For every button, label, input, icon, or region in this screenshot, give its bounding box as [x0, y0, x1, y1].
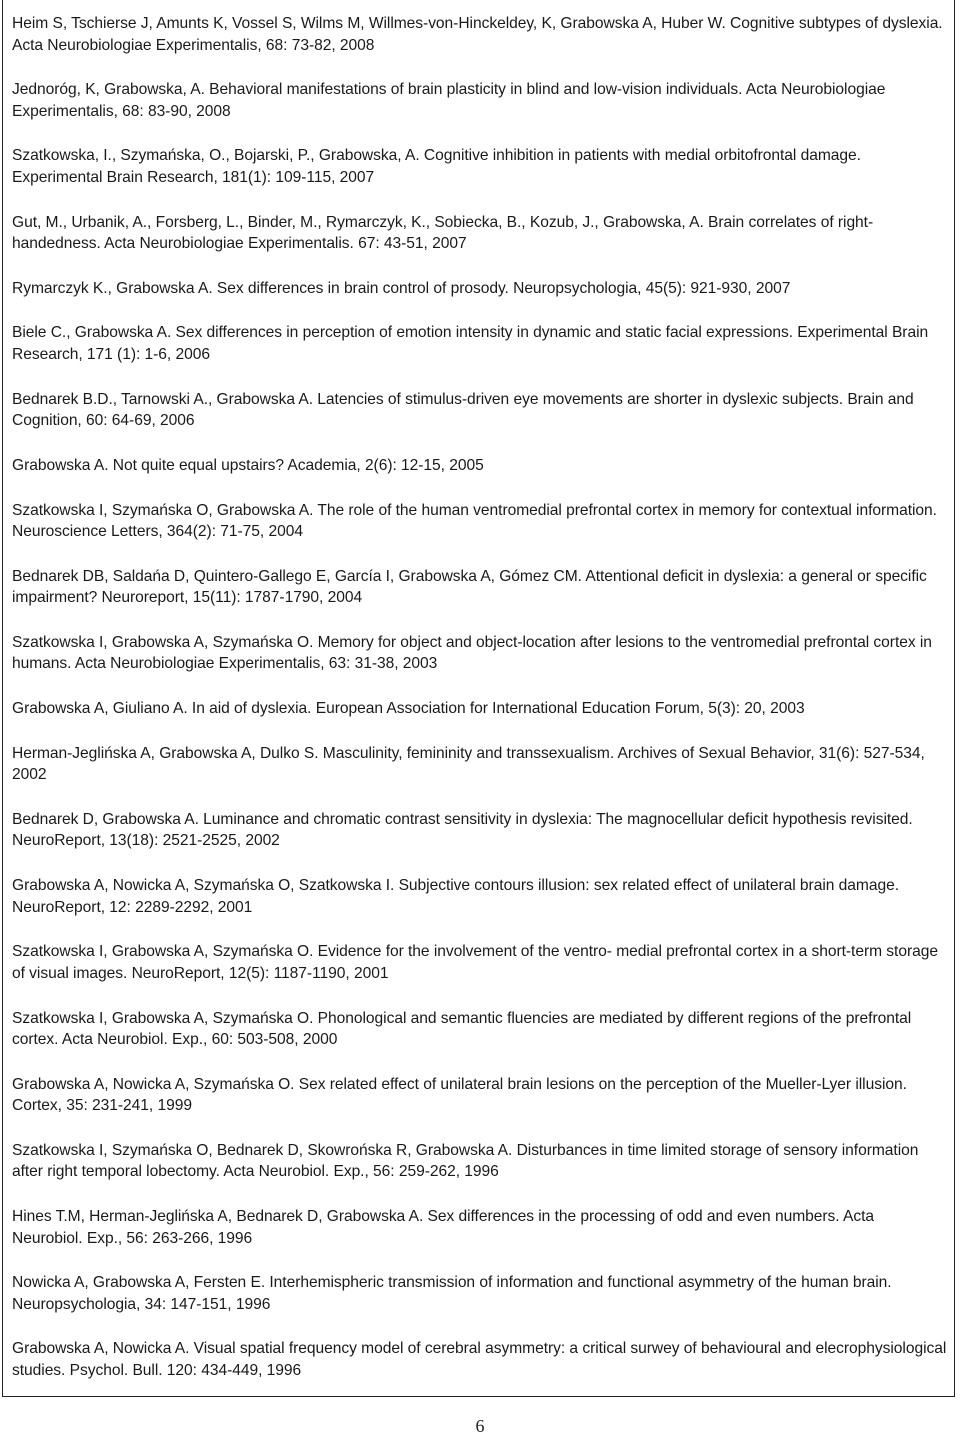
reference-item: Szatkowska I, Grabowska A, Szymańska O. Phonological and semantic fluencies are mediated by different regions of the prefrontal cortex. Acta Neurobiol. Exp., 60: 503-508, 2000	[12, 1009, 912, 1048]
reference-item: Heim S, Tschierse J, Amunts K, Vossel S, Wilms M, Willmes-von-Hinckeldey, K, Grabowska A, Huber W. Cognitive subtypes of dyslexia. Acta Neurobiologiae Experimentalis, 68: 73-82, 2008	[12, 15, 943, 54]
reference-item: Herman-Jeglińska A, Grabowska A, Dulko S. Masculinity, femininity and transsexualism. Archives of Sexual Behavior, 31(6): 527-534, 2002	[12, 744, 925, 784]
reference-item: Grabowska A, Giuliano A. In aid of dyslexia. European Association for International Education Forum, 5(3): 20, 2003	[12, 700, 805, 718]
reference-item: Grabowska A, Nowicka A, Szymańska O, Szatkowska I. Subjective contours illusion: sex related effect of unilateral brain damage. NeuroReport, 12: 2289-2292, 2001	[12, 877, 899, 916]
reference-item: Bednarek DB, Saldańa D, Quintero-Gallego E, García I, Grabowska A, Gómez CM. Attentional deficit in dyslexia: a general or specific impairment? Neuroreport, 15(11): 1787-1790, 2004	[12, 567, 927, 607]
reference-item: Nowicka A, Grabowska A, Fersten E. Interhemispheric transmission of information and functional asymmetry of the human brain. Neuropsychologia, 34: 147-151, 1996	[12, 1274, 892, 1313]
reference-item: Grabowska A. Not quite equal upstairs? Academia, 2(6): 12-15, 2005	[12, 456, 484, 474]
page-number: 6	[475, 1416, 485, 1436]
reference-item: Hines T.M, Herman-Jeglińska A, Bednarek D, Grabowska A. Sex differences in the processing of odd and even numbers. Acta Neurobiol. Exp., 56: 263-266, 1996	[12, 1208, 874, 1247]
reference-item: Szatkowska, I., Szymańska, O., Bojarski, P., Grabowska, A. Cognitive inhibition in patients with medial orbitofrontal damage. Experimental Brain Research, 181(1): 109-115, 2007	[12, 147, 861, 186]
reference-item: Grabowska A, Nowicka A. Visual spatial frequency model of cerebral asymmetry: a critical surwey of behavioural and elecrophysiological studies. Psychol. Bull. 120: 434-449, 1996	[12, 1340, 947, 1379]
reference-item: Biele C., Grabowska A. Sex differences in perception of emotion intensity in dynamic and static facial expressions. Experimental Brain Research, 171 (1): 1-6, 2006	[12, 324, 929, 363]
reference-item: Szatkowska I, Szymańska O, Bednarek D, Skowrońska R, Grabowska A. Disturbances in time limited storage of sensory information after right temporal lobectomy. Acta Neurobiol. Exp., 56: 259-262, 1996	[12, 1141, 919, 1181]
reference-item: Jednoróg, K, Grabowska, A. Behavioral manifestations of brain plasticity in blind and low-vision individuals. Acta Neurobiologiae Experimentalis, 68: 83-90, 2008	[12, 81, 886, 120]
reference-item: Szatkowska I, Grabowska A, Szymańska O. Evidence for the involvement of the ventro- medial prefrontal cortex in a short-term storage of visual images. NeuroReport, 12(5): 1187-1190, 2001	[12, 943, 938, 982]
reference-item: Grabowska A, Nowicka A, Szymańska O. Sex related effect of unilateral brain lesions on the perception of the Mueller-Lyer illusion. Cortex, 35: 231-241, 1999	[12, 1075, 907, 1115]
reference-list	[12, 13, 947, 1405]
reference-item: Rymarczyk K., Grabowska A. Sex differences in brain control of prosody. Neuropsychologia, 45(5): 921-930, 2007	[12, 279, 791, 297]
reference-item: Bednarek D, Grabowska A. Luminance and chromatic contrast sensitivity in dyslexia: The magnocellular deficit hypothesis revisited. NeuroReport, 13(18): 2521-2525, 2002	[12, 810, 913, 850]
reference-item: Gut, M., Urbanik, A., Forsberg, L., Binder, M., Rymarczyk, K., Sobiecka, B., Kozub, J., Grabowska, A. Brain correlates of right-handedness. Acta Neurobiologiae Experimentalis. 67: 43-51, 2007	[12, 213, 874, 253]
reference-item: Szatkowska I, Szymańska O, Grabowska A. The role of the human ventromedial prefrontal cortex in memory for contextual information. Neuroscience Letters, 364(2): 71-75, 2004	[12, 501, 937, 540]
reference-item: Szatkowska I, Grabowska A, Szymańska O. Memory for object and object-location after lesions to the ventromedial prefrontal cortex in humans. Acta Neurobiologiae Experimentalis, 63: 31-38, 2003	[12, 633, 932, 673]
reference-item: Bednarek B.D., Tarnowski A., Grabowska A. Latencies of stimulus-driven eye movements are shorter in dyslexic subjects. Brain and Cognition, 60: 64-69, 2006	[12, 390, 914, 430]
